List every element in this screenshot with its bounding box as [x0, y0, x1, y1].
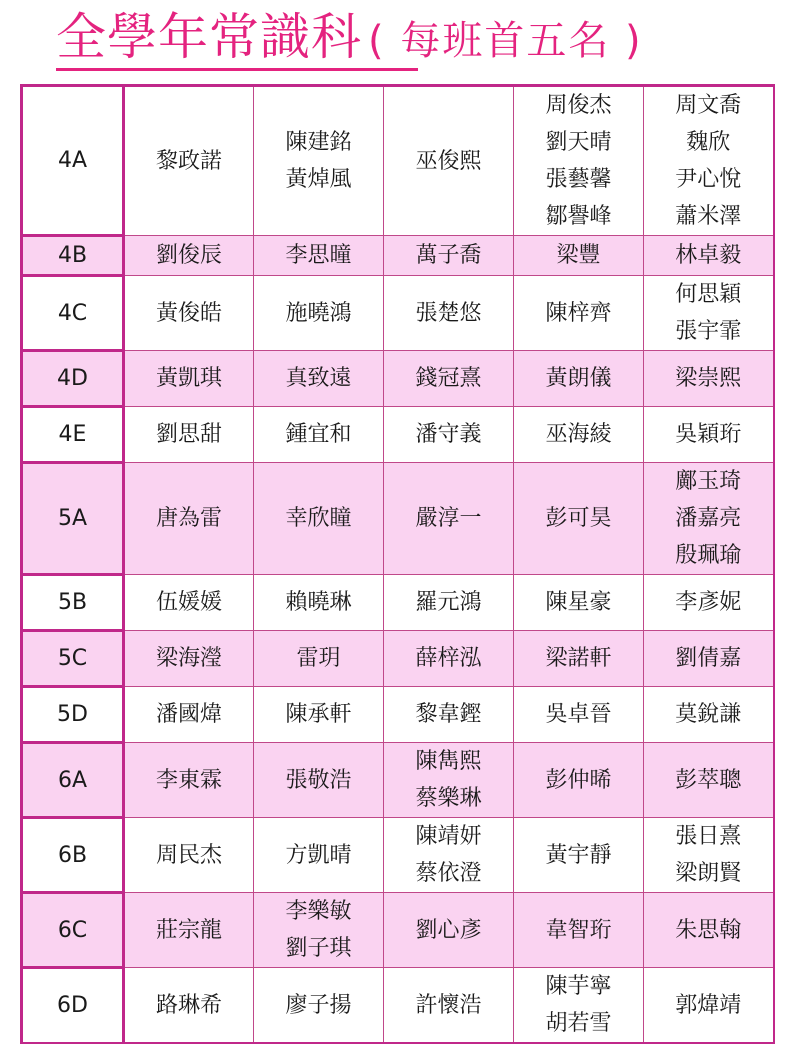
class-cell: 4B [22, 236, 124, 276]
rank-cell [384, 893, 514, 968]
rank-cell [124, 743, 254, 818]
rank-cell [124, 86, 254, 236]
student-name: 劉倩嘉 [675, 646, 742, 671]
rank-cell [514, 86, 644, 236]
student-name: 胡若雪 [545, 1011, 612, 1036]
student-name: 唐為雷 [155, 506, 222, 531]
rank-cell [384, 687, 514, 743]
rank-cell [644, 236, 774, 276]
student-name: 黃朗儀 [545, 366, 612, 391]
student-name: 朱思翰 [675, 917, 742, 943]
title-main: 全學年常識科 [56, 8, 362, 66]
rank-cell [384, 236, 514, 276]
student-name: 尹心悅 [675, 167, 742, 192]
student-name: 周民杰 [155, 842, 222, 868]
class-cell: 6A [22, 743, 124, 818]
rank-cell [514, 236, 644, 276]
rank-cell [644, 351, 774, 407]
student-name: 潘國煒 [155, 702, 222, 727]
rank-cell [384, 276, 514, 351]
page-title [56, 4, 643, 78]
student-name: 李思曈 [285, 243, 352, 268]
student-name: 李東霖 [155, 767, 222, 793]
title-underline [56, 68, 418, 71]
student-name: 吳卓晉 [545, 702, 612, 727]
rank-cell [254, 575, 384, 631]
rank-cell [384, 631, 514, 687]
rank-cell [514, 818, 644, 893]
class-cell: 4E [22, 407, 124, 463]
student-name: 真致遠 [285, 366, 352, 391]
student-name: 彭萃聰 [675, 767, 742, 793]
table-row [22, 575, 774, 631]
rank-cell [644, 818, 774, 893]
student-name: 陳靖妍 [415, 824, 482, 849]
student-name: 韋智珩 [545, 917, 612, 943]
student-name: 陳承軒 [285, 702, 352, 727]
student-name: 彭可昊 [545, 506, 612, 531]
rank-cell [124, 968, 254, 1044]
rank-cell [514, 351, 644, 407]
table-row [22, 351, 774, 407]
student-name: 李樂敏 [285, 899, 352, 924]
student-name: 張宇霏 [675, 319, 742, 344]
rank-cell [514, 743, 644, 818]
rank-cell [254, 631, 384, 687]
student-name: 蔡依澄 [415, 861, 482, 886]
rank-cell [254, 276, 384, 351]
rank-cell [514, 687, 644, 743]
rank-cell [644, 575, 774, 631]
table-row [22, 236, 774, 276]
rank-cell [514, 893, 644, 968]
table-row [22, 276, 774, 351]
student-name: 巫俊熙 [415, 148, 482, 174]
class-cell: 5D [22, 687, 124, 743]
rank-cell [254, 236, 384, 276]
student-name: 許懷浩 [415, 992, 482, 1018]
student-name: 魏欣 [686, 130, 731, 155]
rank-cell [254, 86, 384, 236]
student-name: 李彥妮 [675, 590, 742, 615]
student-name: 莫銳謙 [675, 702, 742, 727]
table-row [22, 631, 774, 687]
student-name: 錢冠熹 [415, 366, 482, 391]
rank-cell [384, 743, 514, 818]
student-name: 劉思甜 [155, 422, 222, 447]
class-cell: 5C [22, 631, 124, 687]
student-name: 施曉鴻 [285, 300, 352, 326]
rank-cell [514, 463, 644, 575]
rank-cell [514, 631, 644, 687]
table-row [22, 743, 774, 818]
rank-cell [124, 818, 254, 893]
class-cell: 6B [22, 818, 124, 893]
student-name: 蔡樂琳 [415, 786, 482, 811]
ranking-table-body [22, 86, 774, 1044]
rank-cell [644, 631, 774, 687]
student-name: 黃宇靜 [545, 842, 612, 868]
student-name: 羅元鴻 [415, 590, 482, 615]
student-name: 梁豐 [556, 243, 601, 268]
student-name: 路琳希 [155, 992, 222, 1018]
rank-cell [514, 575, 644, 631]
rank-cell [254, 407, 384, 463]
student-name: 陳梓齊 [545, 300, 612, 326]
student-name: 周文喬 [675, 93, 742, 118]
rank-cell [254, 463, 384, 575]
student-name: 梁崇熙 [675, 366, 742, 391]
class-cell: 5B [22, 575, 124, 631]
student-name: 巫海綾 [545, 422, 612, 447]
rank-cell [384, 86, 514, 236]
student-name: 郭煒靖 [675, 992, 742, 1018]
student-name: 林卓毅 [675, 243, 742, 268]
rank-cell [644, 463, 774, 575]
student-name: 賴曉琳 [285, 590, 352, 615]
student-name: 蕭米澤 [675, 204, 742, 229]
student-name: 彭仲晞 [545, 767, 612, 793]
rank-cell [124, 631, 254, 687]
student-name: 幸欣瞳 [285, 506, 352, 531]
rank-cell [514, 407, 644, 463]
student-name: 張藝馨 [545, 167, 612, 192]
student-name: 莊宗龍 [155, 917, 222, 943]
class-cell: 4C [22, 276, 124, 351]
rank-cell [514, 968, 644, 1044]
table-row [22, 968, 774, 1044]
student-name: 黃焯風 [285, 167, 352, 192]
rank-cell [384, 351, 514, 407]
student-name: 陳芋寧 [545, 974, 612, 999]
rank-cell [254, 968, 384, 1044]
student-name: 薛梓泓 [415, 646, 482, 671]
class-cell: 6C [22, 893, 124, 968]
student-name: 鄒譽峰 [545, 204, 612, 229]
rank-cell [124, 893, 254, 968]
student-name: 劉俊辰 [155, 243, 222, 268]
class-cell: 6D [22, 968, 124, 1044]
rank-cell [124, 236, 254, 276]
student-name: 周俊杰 [545, 93, 612, 118]
rank-cell [124, 407, 254, 463]
student-name: 黎政諾 [155, 148, 222, 174]
table-row [22, 818, 774, 893]
student-name: 何思穎 [675, 282, 742, 307]
table-row [22, 463, 774, 575]
student-name: 劉子琪 [285, 936, 352, 961]
student-name: 嚴淳一 [415, 506, 482, 531]
rank-cell [124, 276, 254, 351]
student-name: 劉心彥 [415, 917, 482, 943]
student-name: 方凱晴 [285, 842, 352, 868]
rank-cell [384, 407, 514, 463]
student-name: 潘守義 [415, 422, 482, 447]
student-name: 陳星豪 [545, 590, 612, 615]
class-cell: 5A [22, 463, 124, 575]
rank-cell [644, 687, 774, 743]
rank-cell [384, 463, 514, 575]
rank-cell [644, 968, 774, 1044]
student-name: 黃俊皓 [155, 300, 222, 326]
class-cell: 4D [22, 351, 124, 407]
rank-cell [384, 818, 514, 893]
table-row [22, 86, 774, 236]
rank-cell [644, 276, 774, 351]
title-subtitle: ( 每班首五名 ) [368, 18, 643, 64]
student-name: 梁朗賢 [675, 861, 742, 886]
student-name: 梁諾軒 [545, 646, 612, 671]
student-name: 潘嘉亮 [675, 506, 742, 531]
student-name: 殷珮瑜 [675, 543, 742, 568]
student-name: 鄺玉琦 [675, 469, 742, 494]
student-name: 雷玥 [296, 646, 341, 671]
student-name: 劉天晴 [545, 130, 612, 155]
student-name: 廖子揚 [285, 992, 352, 1018]
rank-cell [644, 407, 774, 463]
rank-cell [644, 86, 774, 236]
rank-cell [124, 351, 254, 407]
table-row [22, 893, 774, 968]
rank-cell [254, 893, 384, 968]
rank-cell [254, 818, 384, 893]
rank-cell [384, 968, 514, 1044]
rank-cell [124, 575, 254, 631]
student-name: 黎韋鏗 [415, 702, 482, 727]
ranking-table [20, 84, 775, 1044]
rank-cell [514, 276, 644, 351]
student-name: 陳建銘 [285, 130, 352, 155]
student-name: 黃凱琪 [155, 366, 222, 391]
rank-cell [254, 743, 384, 818]
student-name: 張楚悠 [415, 300, 482, 326]
rank-cell [254, 687, 384, 743]
class-cell: 4A [22, 86, 124, 236]
student-name: 吳穎珩 [675, 422, 742, 447]
rank-cell [124, 463, 254, 575]
student-name: 伍媛媛 [155, 590, 222, 615]
student-name: 陳雋熙 [415, 749, 482, 774]
student-name: 張敬浩 [285, 767, 352, 793]
student-name: 萬子喬 [415, 243, 482, 268]
table-row [22, 687, 774, 743]
rank-cell [644, 743, 774, 818]
student-name: 鍾宜和 [285, 422, 352, 447]
student-name: 梁海瀅 [155, 646, 222, 671]
rank-cell [384, 575, 514, 631]
table-row [22, 407, 774, 463]
rank-cell [124, 687, 254, 743]
rank-cell [644, 893, 774, 968]
rank-cell [254, 351, 384, 407]
student-name: 張日熹 [675, 824, 742, 849]
